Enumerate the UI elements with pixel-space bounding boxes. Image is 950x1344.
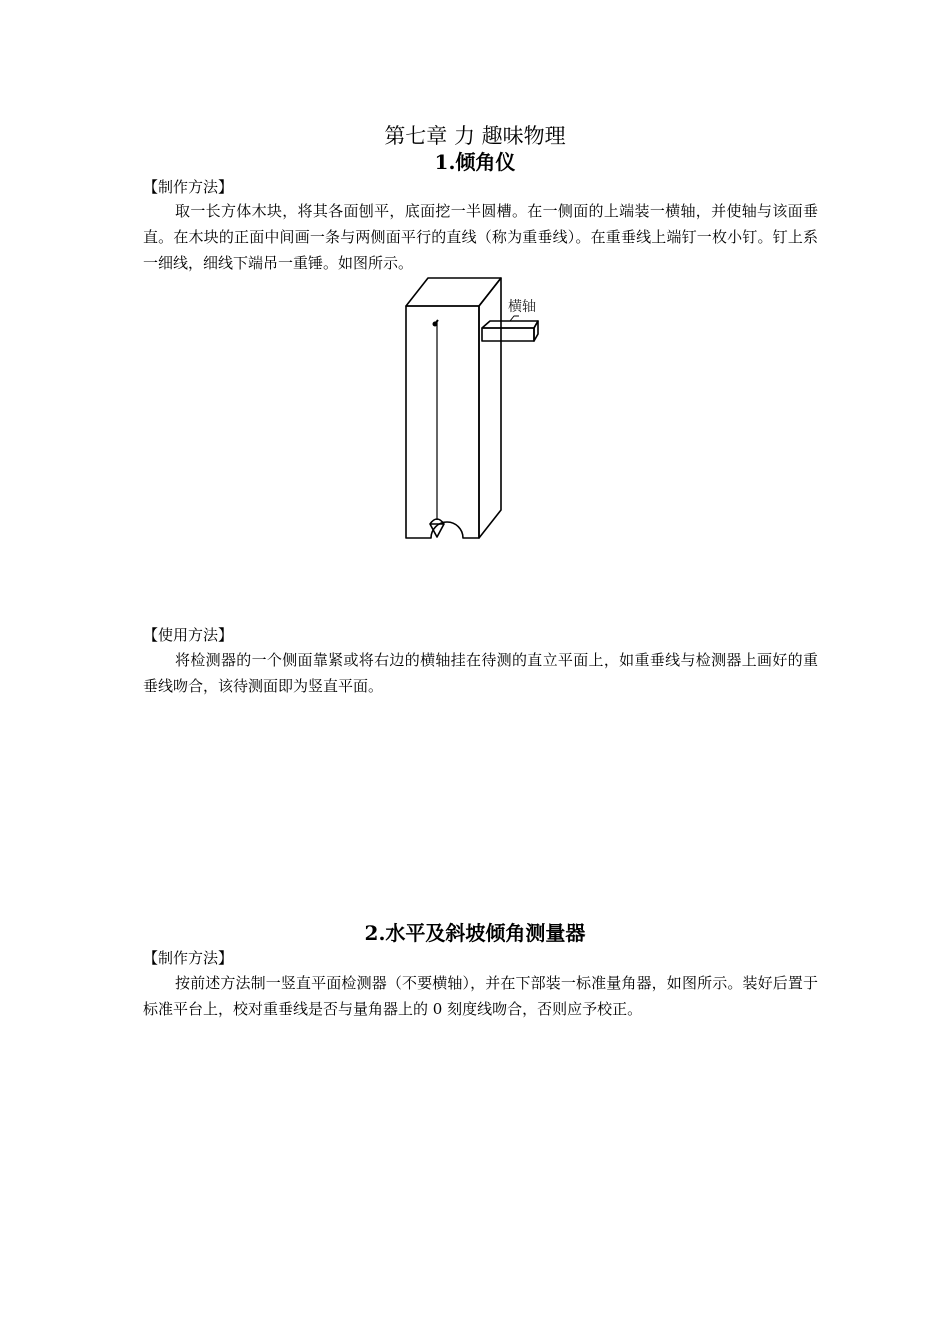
chapter-title: 第七章 力 趣味物理 (384, 124, 566, 148)
block-side-face (479, 278, 501, 538)
axle-label: 横轴 (508, 298, 536, 314)
axle-front (482, 328, 534, 341)
section1-title: 1.倾角仪 (434, 150, 516, 174)
section1-make-label: 【制作方法】 (143, 178, 234, 196)
section1-use-paragraph: 将检测器的一个侧面靠紧或将右边的横轴挂在待测的直立平面上，如重垂线与检测器上画好的重垂线吻合，该待测面即为竖直平面。 (143, 651, 818, 695)
section2-make-label: 【制作方法】 (143, 949, 234, 967)
axle-end (534, 321, 538, 341)
section2-make-paragraph: 按前述方法制一竖直平面检测器（不要横轴），并在下部装一标准量角器，如图所示。装好后置于标准平台上，校对重垂线是否与量角器上的 0 刻度线吻合，否则应予校正。 (143, 974, 818, 1018)
nail-head (433, 322, 438, 327)
section1-make-paragraph: 取一长方体木块，将其各面刨平，底面挖一半圆槽。在一侧面的上端装一横轴，并使轴与该面垂直。在木块的正面中间画一条与两侧面平行的直线（称为重垂线）。在重垂线上端钉一枚小钉。钉上系一细线，细线下端吊一重锤。如图所示。 (143, 202, 818, 272)
block-top-face (406, 278, 501, 306)
inclinometer-figure (395, 276, 545, 542)
section2-title: 2.水平及斜坡倾角测量器 (364, 921, 586, 945)
axle-top (482, 321, 538, 328)
section1-use-label: 【使用方法】 (143, 626, 234, 644)
block-front-face (406, 306, 479, 538)
